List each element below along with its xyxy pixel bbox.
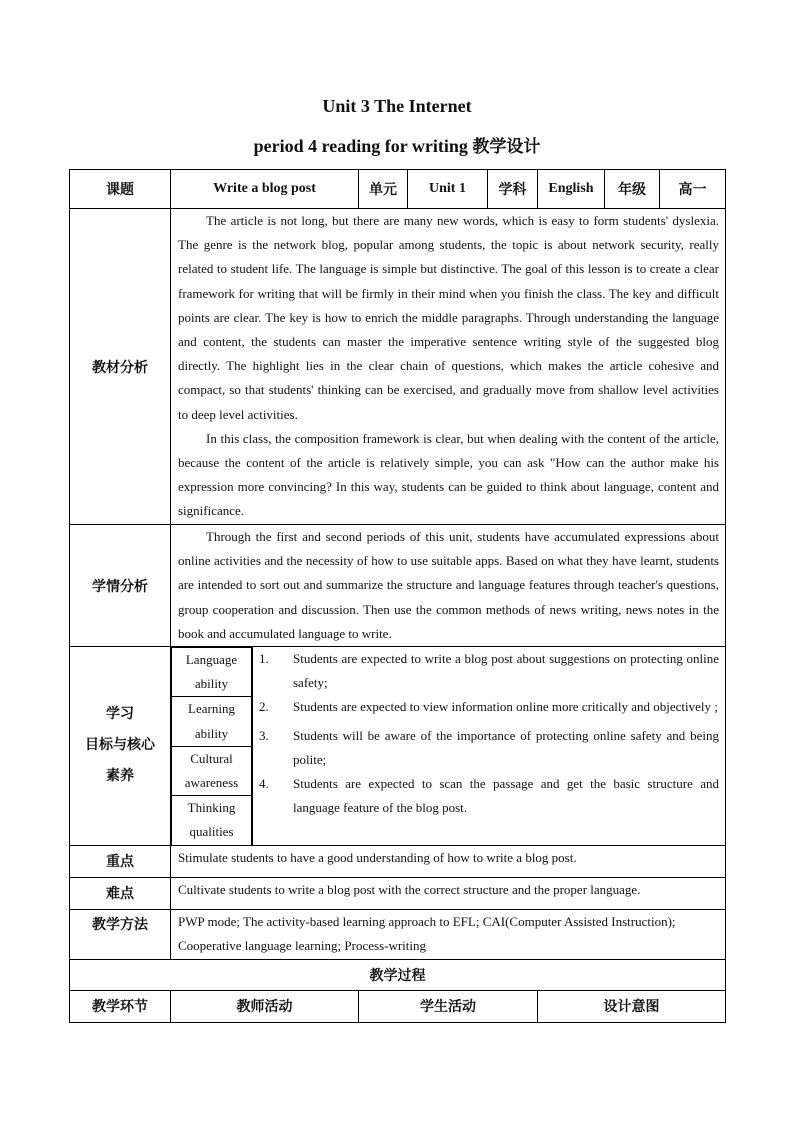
process-header-row <box>70 990 726 1022</box>
goals-list <box>253 647 726 846</box>
material-analysis-label: 教材分析 <box>70 209 171 525</box>
grade-label: 年级 <box>605 170 660 209</box>
goals-categories <box>171 647 253 846</box>
header-row <box>70 170 726 209</box>
material-paragraph-1: The article is not long, but there are many new words, which is easy to form students' dyslexia. The genre is the network blog, popular among students, the topic is about network security, really related to student life. The language is simple but distinctive. The goal of this lesson is to create a clear framework for writing that will be firmly in their mind when you finish the class. The key and difficult points are clear. The key is how to enrich the middle paragraphs. Through understanding the language and content, the students can master the imperative sentence writing style of the suggested blog directly. The highlight lies in the clear chain of questions, which makes the article cohesive and compact, so that students' thinking can be exercised, and gradually move from shallow level activities to deep level activities. <box>178 213 719 422</box>
topic-label: 课题 <box>70 170 171 209</box>
goal-item: 1. Students are expected to write a blog post about suggestions on protecting online safety; <box>259 651 719 691</box>
teaching-method-text: PWP mode; The activity-based learning approach to EFL; CAI(Computer Assisted Instruction); Cooperative language learning; Process-writing <box>171 909 726 959</box>
subtitle-english: period 4 reading for writing <box>253 136 468 156</box>
learner-analysis-label: 学情分析 <box>70 525 171 647</box>
goal-item: 3. Students will be aware of the importance of protecting online safety and being polite; <box>259 727 719 767</box>
column-design-intent: 设计意图 <box>538 990 726 1022</box>
learning-goals-label <box>70 647 171 846</box>
goal-item: 2. Students are expected to view information online more critically and objectively ; <box>259 699 718 715</box>
teaching-method-label: 教学方法 <box>70 909 171 959</box>
column-teacher-activity: 教师活动 <box>171 990 359 1022</box>
subject-label: 学科 <box>488 170 538 209</box>
material-paragraph-2: In this class, the composition framework is clear, but when dealing with the content of the article, because the content of the article is relatively simple, you can ask "How can the author make his expression more convincing? In this way, students can be guided to think about language, content and significance. <box>178 430 719 519</box>
goal-category: Thinking qualities <box>172 796 252 845</box>
goals-label-line-2: 目标与核心 <box>85 737 155 754</box>
goal-item: 4. Students are expected to scan the passage and get the basic structure and language feature of the blog post. <box>259 776 719 816</box>
process-title-row <box>70 959 726 990</box>
lesson-plan-table <box>69 169 726 1023</box>
column-teaching-stage: 教学环节 <box>70 990 171 1022</box>
difficult-point-text: Cultivate students to write a blog post with the correct structure and the proper language. <box>171 877 726 909</box>
grade-value: 高一 <box>660 170 726 209</box>
learner-paragraph-1: Through the first and second periods of this unit, students have accumulated expressions about online activities and the necessity of how to use suitable apps. Based on what they have learnt, students are intended to sort out and summarize the structure and language features through teacher's questions, group cooperation and discussion. Then use the common methods of news writing, news notes in the book and accumulated language to write. <box>178 529 719 641</box>
teaching-method-row <box>70 909 726 959</box>
goal-category: Cultural awareness <box>172 746 252 795</box>
column-student-activity: 学生活动 <box>359 990 538 1022</box>
unit-label: 单元 <box>359 170 408 209</box>
difficult-point-row <box>70 877 726 909</box>
topic-value: Write a blog post <box>171 170 359 209</box>
key-point-text: Stimulate students to have a good understanding of how to write a blog post. <box>171 845 726 877</box>
key-point-row <box>70 845 726 877</box>
subject-value: English <box>538 170 605 209</box>
goal-category: Learning ability <box>172 697 252 746</box>
difficult-point-label: 难点 <box>70 877 171 909</box>
document-subtitle <box>0 132 794 157</box>
material-analysis-row <box>70 209 726 525</box>
document-title: Unit 3 The Internet <box>322 96 472 116</box>
goals-label-line-1: 学习 <box>106 706 134 723</box>
goals-label-line-3: 素养 <box>106 768 134 785</box>
unit-value: Unit 1 <box>408 170 488 209</box>
goal-category: Language ability <box>172 648 252 697</box>
material-analysis-text <box>171 209 726 525</box>
learning-goals-row <box>70 647 726 846</box>
key-point-label: 重点 <box>70 845 171 877</box>
subtitle-chinese: 教学设计 <box>472 137 541 157</box>
learner-analysis-row <box>70 525 726 647</box>
teaching-process-title: 教学过程 <box>70 959 726 990</box>
learner-analysis-text <box>171 525 726 647</box>
